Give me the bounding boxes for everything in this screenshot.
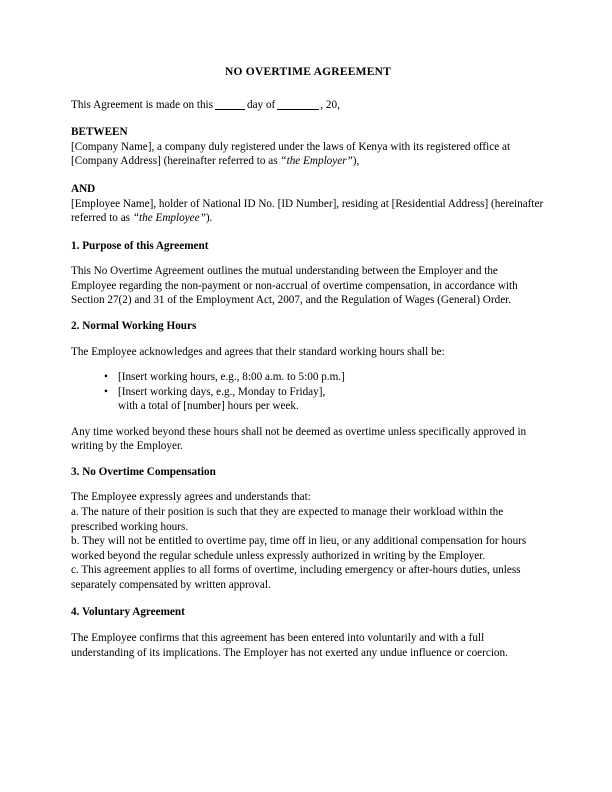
day-blank[interactable] [215, 109, 245, 110]
section-3-heading: 3. No Overtime Compensation [71, 465, 216, 478]
section-4-heading: 4. Voluntary Agreement [71, 606, 185, 619]
section-2-heading: 2. Normal Working Hours [71, 319, 197, 332]
month-blank[interactable] [277, 109, 319, 110]
date-line-middle: day of [247, 98, 276, 111]
section-4-body: The Employee confirms that this agreement has been entered into voluntarily and with a full understanding of its implications. The Employer has not exerted any undue influence or coercion. [71, 631, 508, 659]
and-party [71, 197, 545, 226]
section-no-overtime-compensation [71, 465, 545, 593]
section-1-heading: 1. Purpose of this Agreement [71, 239, 209, 252]
employee-term: “the Employee” [132, 212, 206, 225]
section-3-item-b: b. They will not be entitled to overtime pay, time off in lieu, or any additional compensation for hours worked beyond the regular schedule unless expressly authorized in writing by the Employer. [71, 535, 527, 562]
section-purpose [71, 239, 545, 308]
list-item [104, 370, 545, 385]
list-item-continuation: with a total of [number] hours per week. [118, 400, 299, 413]
and-party-text-b: ). [205, 212, 213, 225]
section-3-intro: The Employee expressly agrees and understands that: [71, 491, 311, 504]
section-3-item-a: a. The nature of their position is such that they are expected to manage their workload within the prescribed working hours. [71, 506, 504, 533]
section-1-body: This No Overtime Agreement outlines the mutual understanding between the Employer and the Employee regarding the non-payment or non-accrual of overtime compensation, in accordance with Section 27(2) and 31 of the Employment Act, 2007, and the Regulation of Wages (General) Order. [71, 265, 518, 307]
section-normal-working-hours [71, 319, 545, 454]
between-party-text-a: [Company Name], a company duly registered under the laws of Kenya with its registered office at [Company Address] (hereinafter referred to as [71, 140, 511, 168]
working-hours-list [71, 370, 545, 414]
date-line [71, 98, 545, 113]
and-block [71, 182, 545, 226]
list-item [104, 385, 545, 414]
date-line-prefix: This Agreement is made on this [71, 98, 213, 111]
date-line-suffix: , 20, [320, 98, 340, 111]
section-2-closing: Any time worked beyond these hours shall not be deemed as overtime unless specifically approved in writing by the Employer. [71, 425, 527, 453]
section-3-item-c: c. This agreement applies to all forms of overtime, including emergency or after-hours duties, unless separately compensated by written approval. [71, 564, 521, 591]
section-2-intro: The Employee acknowledges and agrees that their standard working hours shall be: [71, 345, 445, 358]
page-title: NO OVERTIME AGREEMENT [224, 66, 392, 78]
employer-term: “the Employer” [280, 155, 353, 168]
and-label: AND [71, 183, 96, 196]
list-item-text: [Insert working days, e.g., Monday to Friday], [118, 385, 326, 398]
and-party-text-a: [Employee Name], holder of National ID No. [ID Number], residing at [Residential Address] (hereinafter referred to as [71, 197, 544, 225]
between-party-text-b: ), [352, 155, 360, 168]
section-voluntary-agreement [71, 605, 545, 660]
between-label: BETWEEN [71, 126, 128, 139]
between-block [71, 125, 545, 169]
section-3-body [71, 490, 545, 592]
between-party [71, 140, 545, 169]
list-item-text: [Insert working hours, e.g., 8:00 a.m. to 5:00 p.m.] [118, 371, 345, 384]
